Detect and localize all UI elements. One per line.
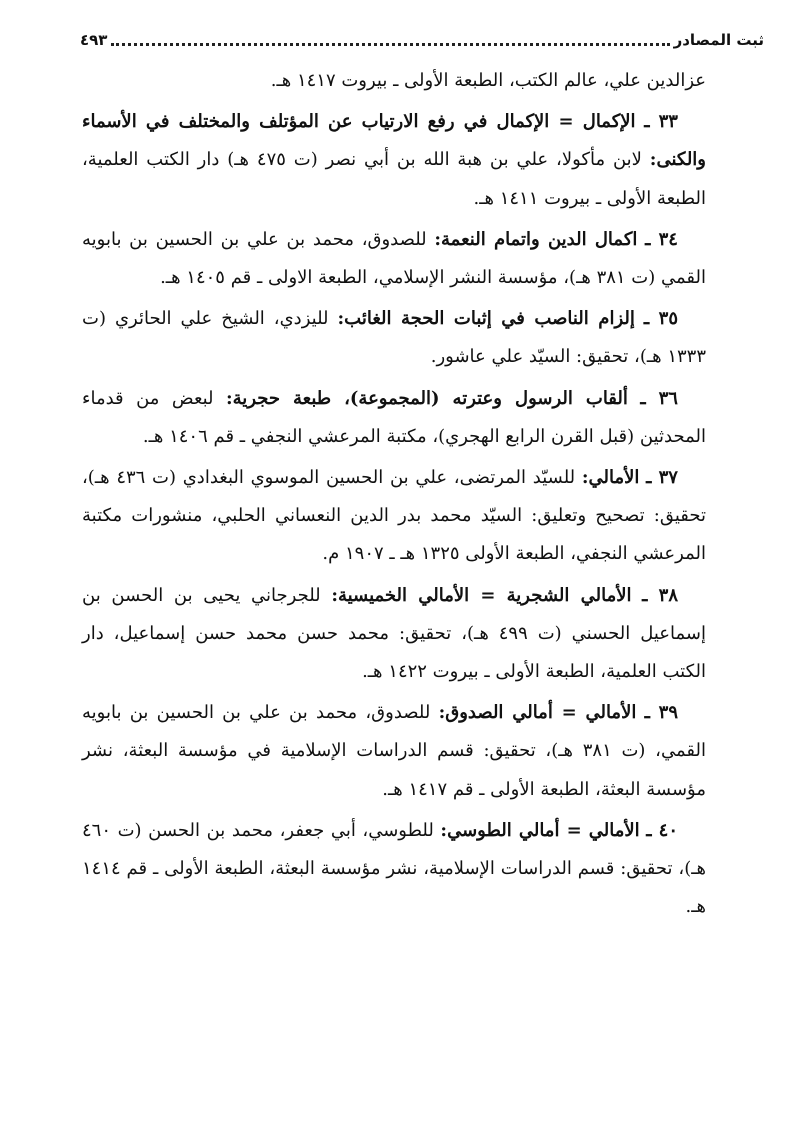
entry-number: ٣٥ ـ	[643, 308, 678, 330]
entry-body: لابن مأكولا، علي بن هبة الله بن أبي نصر (ت ٤٧٥ هـ) دار الكتب العلمية، الطبعة الأولى ـ بيروت ١٤١١ هـ.	[82, 149, 706, 209]
bibliography-entry-35	[82, 300, 706, 376]
entry-title: إلزام الناصب في إثبات الحجة الغائب:	[337, 308, 635, 330]
entry-title: الأمالي = أمالي الصدوق:	[438, 702, 637, 724]
entry-number: ٣٣ ـ	[644, 111, 678, 133]
bibliography-entry-33	[82, 103, 706, 218]
entry-number: ٤٠ ـ	[646, 819, 678, 841]
entry-body: للطوسي، أبي جعفر، محمد بن الحسن (ت ٤٦٠ هـ)، تحقيق: قسم الدراسات الإسلامية، نشر مؤسسة البعثة، الطبعة الأولى ـ قم ١٤١٤ هـ.	[82, 819, 706, 918]
entry-number: ٣٨ ـ	[642, 584, 678, 606]
entry-title: الإكمال = الإكمال في رفع الارتياب عن المؤتلف والمختلف في الأسماء والكنى:	[82, 111, 706, 171]
entry-body: للجرجاني يحيى بن الحسن بن إسماعيل الحسني (ت ٤٩٩ هـ)، تحقيق: محمد حسن محمد حسن إسماعيل، دار الكتب العلمية، الطبعة الأولى ـ بيروت ١٤٢٢ هـ.	[82, 584, 706, 683]
bibliography-entry-36	[82, 380, 706, 456]
header-leader-dots	[111, 29, 669, 46]
entry-body: للصدوق، محمد بن علي بن الحسين بن بابويه القمي (ت ٣٨١ هـ)، مؤسسة النشر الإسلامي، الطبعة الاولى ـ قم ١٤٠٥ هـ.	[82, 228, 706, 289]
header-title: ثبت المصادر	[673, 31, 764, 49]
bibliography-entry-39	[82, 694, 706, 809]
entry-number: ٣٧ ـ	[646, 467, 678, 489]
bibliography-entry-37	[82, 459, 706, 574]
entry-body: لليزدي، الشيخ علي الحائري (ت ١٣٣٣ هـ)، تحقيق: السيّد علي عاشور.	[82, 308, 706, 368]
entry-title: ألقاب الرسول وعترته (المجموعة)، طبعة حجرية:	[226, 387, 628, 409]
entry-number: ٣٦ ـ	[640, 387, 678, 409]
entry-title: الأمالي الشجرية = الأمالي الخميسية:	[331, 584, 632, 606]
entry-number: ٣٤ ـ	[645, 228, 678, 250]
entry-title: اكمال الدين واتمام النعمة:	[434, 228, 638, 250]
entry-body: عزالدين علي، عالم الكتب، الطبعة الأولى ـ بيروت ١٤١٧ هـ.	[270, 70, 706, 91]
entry-body: لبعض من قدماء المحدثين (قبل القرن الرابع الهجري)، مكتبة المرعشي النجفي ـ قم ١٤٠٦ هـ.	[82, 387, 706, 447]
entry-number: ٣٩ ـ	[644, 702, 678, 724]
running-header	[80, 22, 764, 52]
page-number: ٤٩٣	[80, 31, 108, 49]
bibliography-list	[82, 62, 706, 929]
entry-title: الأمالي:	[581, 467, 640, 489]
bibliography-entry-40	[82, 812, 706, 927]
entry-body: للسيّد المرتضى، علي بن الحسين الموسوي البغدادي (ت ٤٣٦ هـ)، تحقيق: تصحيح وتعليق: السيّد محمد بدر الدين النعساني الحلبي، منشورات مكتبة المرعشي النجفي، الطبعة الأولى ١٣٢٥ هـ ـ ١٩٠٧ م.	[82, 467, 706, 565]
entry-body: للصدوق، محمد بن علي بن الحسين بن بابويه القمي، (ت ٣٨١ هـ)، تحقيق: قسم الدراسات الإسلامية في مؤسسة البعثة، نشر مؤسسة البعثة، الطبعة الأولى ـ قم ١٤١٧ هـ.	[82, 702, 706, 800]
bibliography-entry-continued	[82, 62, 706, 100]
entry-title: الأمالي = أمالي الطوسي:	[440, 819, 640, 841]
bibliography-entry-34	[82, 221, 706, 297]
bibliography-entry-38	[82, 577, 706, 692]
